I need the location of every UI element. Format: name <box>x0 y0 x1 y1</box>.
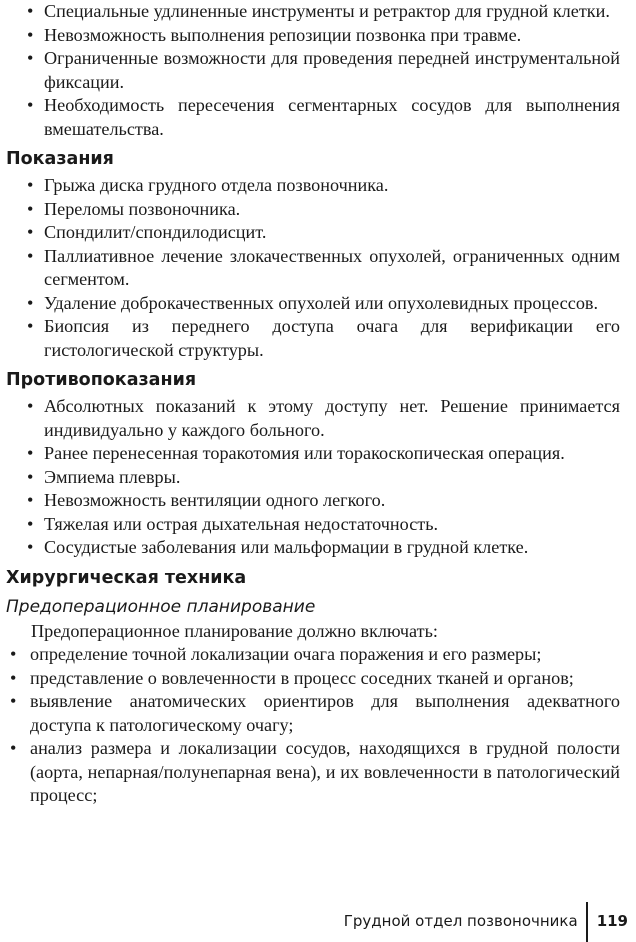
footer-divider <box>586 902 588 942</box>
list-item-text: Спондилит/спондилодисцит. <box>44 222 267 242</box>
list-item <box>6 0 620 24</box>
list-item <box>6 47 620 94</box>
bullet: • <box>27 513 34 534</box>
indications-heading: Показания <box>6 149 114 169</box>
list-item-text: Биопсия из переднего доступа очага для верификации его гистологической структуры. <box>44 316 620 360</box>
page-content <box>6 0 620 808</box>
bullet: • <box>27 292 34 313</box>
technique-heading: Хирургическая техника <box>6 567 247 588</box>
running-title: Грудной отдел позвоночника <box>343 912 578 930</box>
list-item-text: Специальные удлиненные инструменты и ретрактор для грудной клетки. <box>44 1 610 21</box>
list-item <box>6 221 620 245</box>
page-number: 119 <box>596 912 628 930</box>
list-item <box>6 315 620 362</box>
list-item <box>6 737 620 808</box>
list-item <box>6 667 620 691</box>
list-item-text: Ограниченные возможности для проведения передней инструментальной фиксации. <box>44 48 620 92</box>
technique-intro: Предоперационное планирование должно включать: <box>31 620 438 641</box>
indications-list <box>6 174 620 362</box>
list-item <box>6 198 620 222</box>
bullet: • <box>27 466 34 487</box>
list-item-text: Переломы позвоночника. <box>44 198 241 219</box>
contraindications-list <box>6 395 620 560</box>
list-item <box>6 94 620 141</box>
list-item <box>6 174 620 198</box>
technique-subheading: Предоперационное планирование <box>6 596 316 617</box>
bullet: • <box>27 537 34 557</box>
list-item-text: выявление анатомических ориентиров для выполнения адекватного доступа к патологическому очагу; <box>30 691 620 735</box>
list-item-text: Сосудистые заболевания или мальформации в грудной клетке. <box>44 537 529 557</box>
list-item-text: Необходимость пересечения сегментарных сосудов для выполнения вмешательства. <box>44 95 620 139</box>
list-item <box>6 536 620 560</box>
bullet: • <box>27 24 34 45</box>
list-item-text: Абсолютных показаний к этому доступу нет. Решение принимается индивидуально у каждого больного. <box>44 396 620 440</box>
page-footer <box>344 902 636 942</box>
list-item-text: Невозможность выполнения репозиции позвонка при травме. <box>44 24 522 45</box>
list-item-text: Невозможность вентиляции одного легкого. <box>44 490 386 510</box>
list-item <box>6 245 620 292</box>
bullet: • <box>27 95 34 115</box>
technique-list <box>6 643 620 808</box>
bullet: • <box>27 198 34 219</box>
bullet: • <box>10 738 17 758</box>
contraindications-heading: Противопоказания <box>6 370 197 390</box>
bullet: • <box>27 490 34 510</box>
bullet: • <box>10 691 17 711</box>
bullet: • <box>27 316 34 336</box>
bullet: • <box>27 222 34 242</box>
list-item <box>6 489 620 513</box>
list-item-text: представление о вовлеченности в процесс соседних тканей и органов; <box>30 667 574 688</box>
list-item-text: анализ размера и локализации сосудов, находящихся в грудной полости (аорта, непарная/полунепарная вена), и их вовлеченности в патологический процесс; <box>30 738 620 805</box>
list-item <box>6 643 620 667</box>
list-item-text: Паллиативное лечение злокачественных опухолей, ограниченных одним сегментом. <box>44 245 620 289</box>
list-item <box>6 292 620 316</box>
list-item-text: Грыжа диска грудного отдела позвоночника. <box>44 175 389 195</box>
bullet: • <box>27 175 34 195</box>
bullet: • <box>10 667 17 688</box>
list-item-text: Удаление доброкачественных опухолей или опухолевидных процессов. <box>44 292 599 313</box>
list-item <box>6 395 620 442</box>
bullet: • <box>27 1 34 21</box>
list-item <box>6 466 620 490</box>
list-item-text: определение точной локализации очага поражения и его размеры; <box>30 644 542 664</box>
list-item <box>6 24 620 48</box>
list-item <box>6 442 620 466</box>
list-item-text: Тяжелая или острая дыхательная недостаточность. <box>44 513 439 534</box>
bullet: • <box>27 396 34 416</box>
list-item-text: Ранее перенесенная торакотомия или торакоскопическая операция. <box>44 443 565 463</box>
top-list <box>6 0 620 141</box>
bullet: • <box>10 644 17 664</box>
bullet: • <box>27 443 34 463</box>
bullet: • <box>27 48 34 68</box>
list-item <box>6 513 620 537</box>
list-item <box>6 690 620 737</box>
bullet: • <box>27 245 34 266</box>
list-item-text: Эмпиема плевры. <box>44 466 181 487</box>
